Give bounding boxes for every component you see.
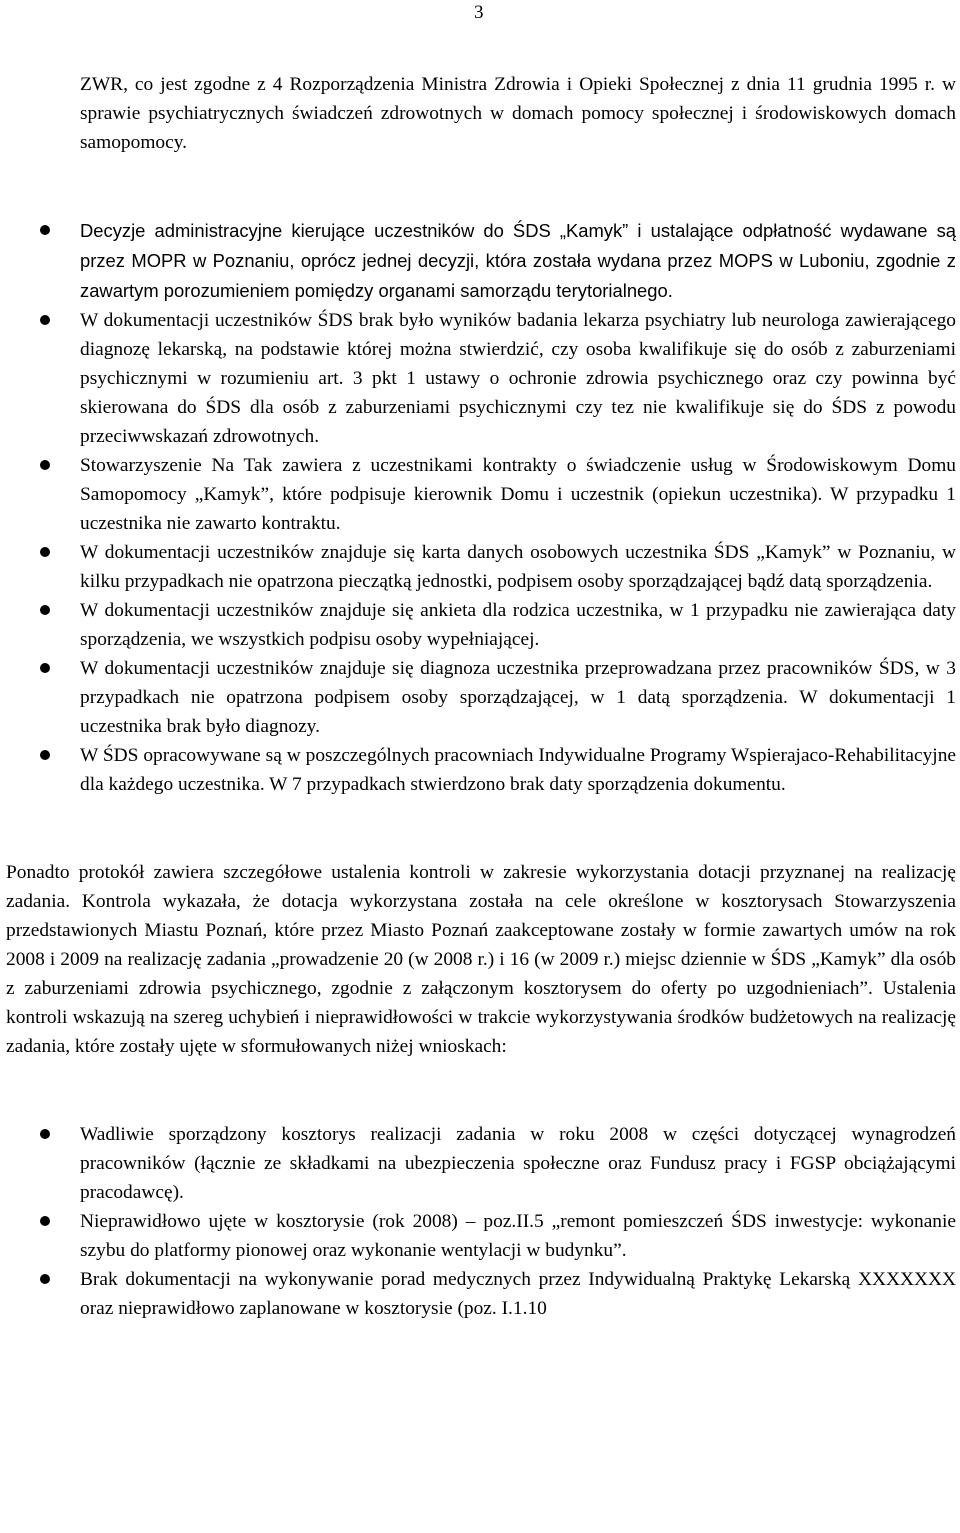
findings-paragraph: Ponadto protokół zawiera szczegółowe ustalenia kontroli w zakresie wykorzystania dotacji przyznanej na realizację zadania. Kontrola wykazała, że dotacja wykorzystana została na cele określone w kosztorysach Stowarzyszenia przedstawionych Miastu Poznań, które przez Miasto Poznań zaakceptowane zostały w formie zawartych umów na rok 2008 i 2009 na realizację zadania „prowadzenie 20 (w 2008 r.) i 16 (w 2009 r.) miejsc dziennie w ŚDS „Kamyk” dla osób z zaburzeniami zdrowia psychicznego, zgodnie z załączonym kosztorysem do oferty po uzgodnieniach”. Ustalenia kontroli wskazują na szereg uchybień i nieprawidłowości w trakcie wykorzystywania środków budżetowych na realizację zadania, które zostały ujęte w sformułowanych niżej wnioskach: bbox=[6, 862, 956, 1057]
list-item bbox=[6, 1120, 956, 1207]
list-item-text: Stowarzyszenie Na Tak zawiera z uczestnikami kontrakty o świadczenie usług w Środowiskowym Domu Samopomocy „Kamyk”, które podpisuje kierownik Domu i uczestnik (opiekun uczestnika). W przypadku 1 uczestnika nie zawarto kontraktu. bbox=[80, 455, 956, 534]
bullet-icon bbox=[40, 1129, 50, 1139]
list-item-text: W dokumentacji uczestników znajduje się ankieta dla rodzica uczestnika, w 1 przypadku nie zawierająca daty sporządzenia, we wszystkich podpisu osoby wypełniającej. bbox=[80, 600, 956, 650]
intro-text: ZWR, co jest zgodne z 4 Rozporządzenia Ministra Zdrowia i Opieki Społecznej z dnia 11 grudnia 1995 r. w sprawie psychiatrycznych świadczeń zdrowotnych w domach pomocy społecznej i środowiskowych domach samopomocy. bbox=[80, 74, 956, 153]
list-item-text: W ŚDS opracowywane są w poszczególnych pracowniach Indywidualne Programy Wspierajaco-Rehabilitacyjne dla każdego uczestnika. W 7 przypadkach stwierdzono brak daty sporządzenia dokumentu. bbox=[80, 745, 956, 795]
bullet-icon bbox=[40, 663, 50, 673]
list-item bbox=[6, 1265, 956, 1323]
list-item bbox=[6, 538, 956, 596]
list-item bbox=[6, 741, 956, 799]
list-item-text: Nieprawidłowo ujęte w kosztorysie (rok 2008) – poz.II.5 „remont pomieszczeń ŚDS inwestycje: wykonanie szybu do platformy pionowej oraz wykonanie wentylacji w budynku”. bbox=[80, 1211, 956, 1261]
document-body bbox=[6, 70, 956, 1323]
list-item-text: Brak dokumentacji na wykonywanie porad medycznych przez Indywidualną Praktykę Lekarską XXXXXXX oraz nieprawidłowo zaplanowane w kosztorysie (poz. I.1.10 bbox=[80, 1269, 956, 1319]
bullet-icon bbox=[40, 315, 50, 325]
bullet-icon bbox=[40, 547, 50, 557]
list-item bbox=[6, 451, 956, 538]
bullet-list-findings bbox=[6, 1120, 956, 1323]
bullet-icon bbox=[40, 460, 50, 470]
list-item bbox=[6, 1207, 956, 1265]
list-item-text: Wadliwie sporządzony kosztorys realizacji zadania w roku 2008 w części dotyczącej wynagrodzeń pracowników (łącznie ze składkami na ubezpieczenia społeczne oraz Fundusz pracy i FGSP obciążającymi pracodawcę). bbox=[80, 1124, 956, 1203]
list-item bbox=[6, 306, 956, 451]
list-item bbox=[6, 654, 956, 741]
list-item-text: Decyzje administracyjne kierujące uczestników do ŚDS „Kamyk” i ustalające odpłatność wydawane są przez MOPR w Poznaniu, oprócz jednej decyzji, która została wydana przez MOPS w Luboniu, zgodnie z zawartym porozumieniem pomiędzy organami samorządu terytorialnego. bbox=[80, 220, 956, 301]
list-item bbox=[6, 216, 956, 306]
bullet-list-observations bbox=[6, 216, 956, 799]
bullet-icon bbox=[40, 225, 50, 235]
page-number: 3 bbox=[474, 2, 484, 23]
bullet-icon bbox=[40, 1274, 50, 1284]
bullet-icon bbox=[40, 1216, 50, 1226]
bullet-icon bbox=[40, 750, 50, 760]
list-item-text: W dokumentacji uczestników znajduje się diagnoza uczestnika przeprowadzana przez pracowników ŚDS, w 3 przypadkach nie opatrzona podpisem osoby sporządzającej, w 1 datą sporządzenia. W dokumentacji 1 uczestnika brak było diagnozy. bbox=[80, 658, 956, 737]
list-item bbox=[6, 596, 956, 654]
list-item-text: W dokumentacji uczestników znajduje się karta danych osobowych uczestnika ŚDS „Kamyk” w Poznaniu, w kilku przypadkach nie opatrzona pieczątką jednostki, podpisem osoby sporządzającej bądź datą sporządzenia. bbox=[80, 542, 956, 592]
bullet-icon bbox=[40, 605, 50, 615]
list-item-text: W dokumentacji uczestników ŚDS brak było wyników badania lekarza psychiatry lub neurologa zawierającego diagnozę lekarską, na podstawie której można stwierdzić, czy osoba kwalifikuje się do osób z zaburzeniami psychicznymi w rozumieniu art. 3 pkt 1 ustawy o ochronie zdrowia psychicznego oraz czy powinna być skierowana do ŚDS dla osób z zaburzeniami psychicznymi czy tez nie kwalifikuje się do ŚDS z powodu przeciwwskazań zdrowotnych. bbox=[80, 310, 956, 447]
